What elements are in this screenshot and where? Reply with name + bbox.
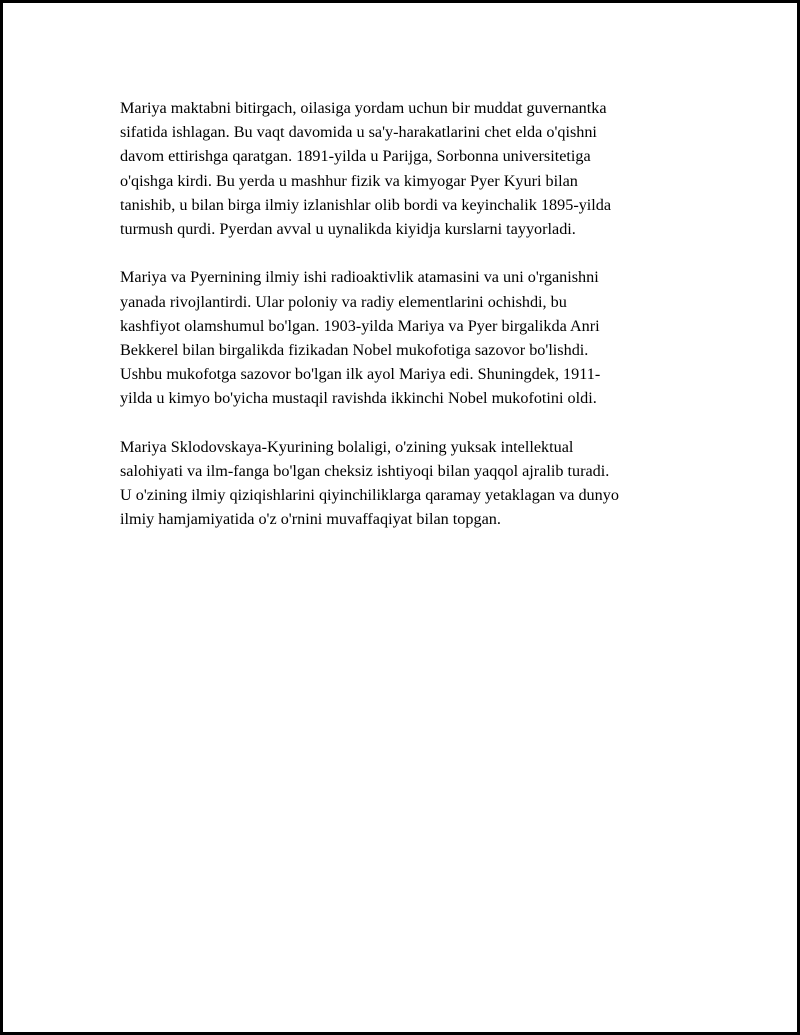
text-line: Mariya Sklodovskaya-Kyurining bolaligi, o'zining yuksak intellektual <box>120 437 574 456</box>
paragraph-2 <box>120 265 700 410</box>
text-line: o'qishga kirdi. Bu yerda u mashhur fizik va kimyogar Pyer Kyuri bilan <box>120 171 578 190</box>
text-line: Ushbu mukofotga sazovor bo'lgan ilk ayol Mariya edi. Shuningdek, 1911- <box>120 365 601 384</box>
text-line: kashfiyot olamshumul bo'lgan. 1903-yilda Mariya va Pyer birgalikda Anri <box>120 316 600 335</box>
text-line: davom ettirishga qaratgan. 1891-yilda u Parijga, Sorbonna universitetiga <box>120 147 591 166</box>
document-body <box>120 96 700 556</box>
paragraph-3 <box>120 435 700 532</box>
text-line: salohiyati va ilm-fanga bo'lgan cheksiz ishtiyoqi bilan yaqqol ajralib turadi. <box>120 462 610 481</box>
text-line: sifatida ishlagan. Bu vaqt davomida u sa'y-harakatlarini chet elda o'qishni <box>120 123 597 142</box>
paragraph-1 <box>120 96 700 241</box>
text-line: tanishib, u bilan birga ilmiy izlanishlar olib bordi va keyinchalik 1895-yilda <box>120 195 612 214</box>
text-line: Mariya va Pyernining ilmiy ishi radioaktivlik atamasini va uni o'rganishni <box>120 268 599 287</box>
text-line: turmush qurdi. Pyerdan avval u uynalikda kiyidja kurslarni tayyorladi. <box>120 220 576 239</box>
text-line: yilda u kimyo bo'yicha mustaqil ravishda ikkinchi Nobel mukofotini oldi. <box>120 389 597 408</box>
text-line: Mariya maktabni bitirgach, oilasiga yordam uchun bir muddat guvernantka <box>120 99 607 117</box>
text-line: Bekkerel bilan birgalikda fizikadan Nobel mukofotiga sazovor bo'lishdi. <box>120 341 589 360</box>
text-line: U o'zining ilmiy qiziqishlarini qiyinchiliklarga qaramay yetaklagan va dunyo <box>120 486 619 505</box>
text-line: yanada rivojlantirdi. Ular poloniy va radiy elementlarini ochishdi, bu <box>120 292 567 311</box>
text-line: ilmiy hamjamiyatida o'z o'rnini muvaffaqiyat bilan topgan. <box>120 510 501 529</box>
